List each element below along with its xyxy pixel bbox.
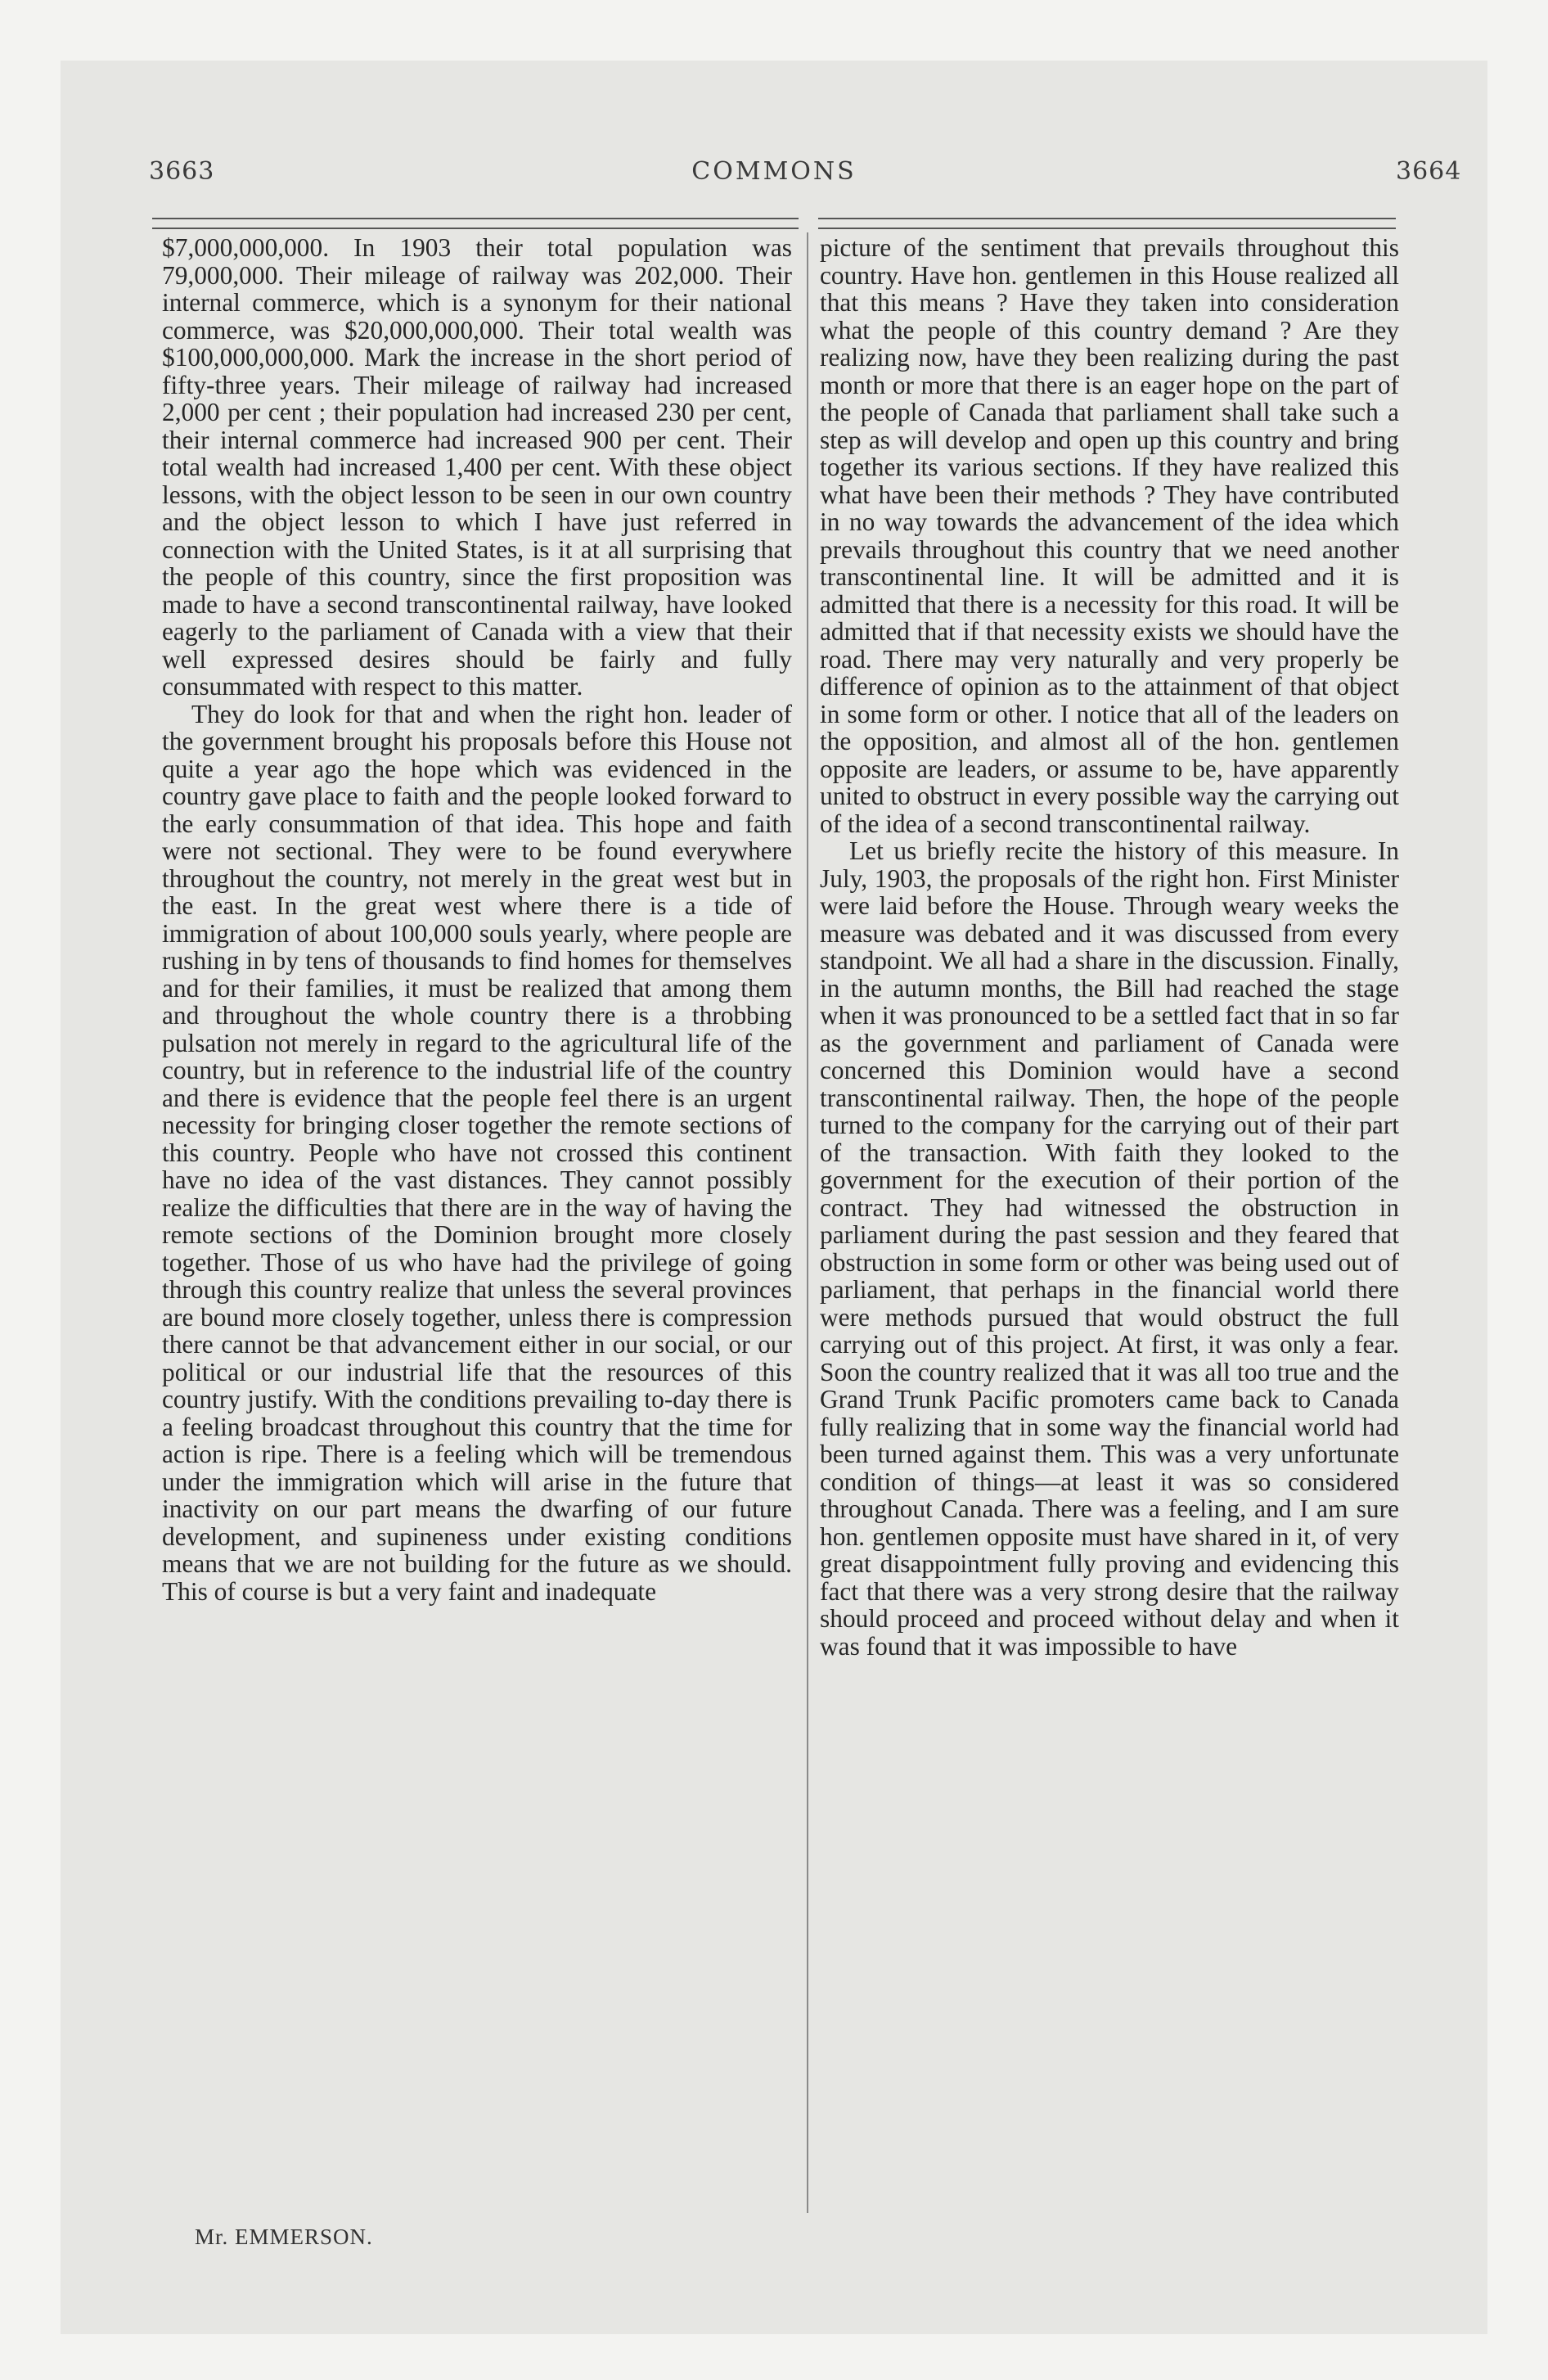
paragraph: They do look for that and when the right hon. leader of the government brought his proposals before this House not quite a year ago the hope which was evidenced in the country gave place to faith and the people looked forward to the early consummation of that idea. This hope and faith were not sectional. They were to be found everywhere throughout the country, not merely in the great west but in the east. In the great west where there is a tide of immigration of about 100,000 souls yearly, where people are rushing in by tens of thousands to find homes for themselves and for their families, it must be realized that among them and throughout the whole country there is a throbbing pulsation not merely in regard to the agricultural life of the country, but in reference to the industrial life of the country and there is evidence that the people feel there is an urgent necessity for bringing closer together the remote sections of this country. People who have not crossed this continent have no idea of the vast distances. They cannot possibly realize the difficulties that there are in the way of having the remote sections of the Dominion brought more closely together. Those of us who have had the privilege of going through this country realize that unless the several provinces are bound more closely together, unless there is compression there cannot be that advancement either in our social, or our political or our industrial life that the resources of this country justify. With the conditions prevailing to-day there is a feeling broadcast throughout this country that the time for action is ripe. There is a feeling which will be tremendous under the immigration which will arise in the future that inactivity on our part means the dwarfing of our future development, and supineness under existing conditions means that we are not building for the future as we should. This of course is but a very faint and inadequate bbox=[162, 699, 792, 1606]
hansard-page bbox=[61, 61, 1487, 2334]
left-column bbox=[162, 234, 792, 1605]
column-divider bbox=[807, 232, 808, 2213]
speaker-footer: Mr. EMMERSON. bbox=[195, 2224, 373, 2249]
header-rule-left bbox=[152, 218, 799, 229]
page-number-right: 3664 bbox=[1396, 157, 1462, 186]
running-title: COMMONS bbox=[691, 157, 857, 186]
paragraph: Let us briefly recite the history of this measure. In July, 1903, the proposals of the right hon. First Minister were laid before the House. Through weary weeks the measure was debated and it was discussed from every standpoint. We all had a share in the discussion. Finally, in the autumn months, the Bill had reached the stage when it was pronounced to be a settled fact that in so far as the government and parliament of Canada were concerned this Dominion would have a second transcontinental railway. Then, the hope of the people turned to the company for the carrying out of their part of the transaction. With faith they looked to the government for the execution of their portion of the contract. They had witnessed the obstruction in parliament during the past session and they feared that obstruction in some form or other was being used out of parliament, that perhaps in the financial world there were methods pursued that would obstruct the full carrying out of this project. At first, it was only a fear. Soon the country realized that it was all too true and the Grand Trunk Pacific promoters came back to Canada fully realizing that in some way the financial world had been turned against them. This was a very unfortunate condition of things—at least it was so considered throughout Canada. There was a feeling, and I am sure hon. gentlemen opposite must have shared in it, of very great disappointment fully proving and evidencing this fact that there was a very strong desire that the railway should proceed and proceed without delay and when it was found that it was impossible to have bbox=[820, 836, 1399, 1661]
paragraph: $7,000,000,000. In 1903 their total population was 79,000,000. Their mileage of railway was 202,000. Their internal commerce, which is a synonym for their national commerce, was $20,000,000,000. Their total wealth was $100,000,000,000. Mark the increase in the short period of fifty-three years. Their mileage of railway had increased 2,000 per cent ; their population had increased 230 per cent, their internal commerce had increased 900 per cent. Their total wealth had increased 1,400 per cent. With these object lessons, with the object lesson to be seen in our own country and the object lesson to which I have just referred in connection with the United States, is it at all surprising that the people of this country, since the first proposition was made to have a second transcontinental railway, have looked eagerly to the parliament of Canada with a view that their well expressed desires should be fairly and fully consummated with respect to this matter. bbox=[162, 233, 792, 701]
header-rule-right bbox=[818, 218, 1396, 229]
page-number-left: 3663 bbox=[149, 157, 215, 186]
paragraph: picture of the sentiment that prevails throughout this country. Have hon. gentlemen in this House realized all that this means ? Have they taken into consideration what the people of this country demand ? Are they realizing now, have they been realizing during the past month or more that there is an eager hope on the part of the people of Canada that parliament shall take such a step as will develop and open up this country and bring together its various sections. If they have realized this what have been their methods ? They have contributed in no way towards the advancement of the idea which prevails throughout this country that we need another transcontinental line. It will be admitted and it is admitted that there is a necessity for this road. It will be admitted that if that necessity exists we should have the road. There may very naturally and very properly be difference of opinion as to the attainment of that object in some form or other. I notice that all of the leaders on the opposition, and almost all of the hon. gentlemen opposite are leaders, or assume to be, have apparently united to obstruct in every possible way the carrying out of the idea of a second transcontinental railway. bbox=[820, 233, 1399, 838]
right-column bbox=[820, 234, 1399, 1660]
